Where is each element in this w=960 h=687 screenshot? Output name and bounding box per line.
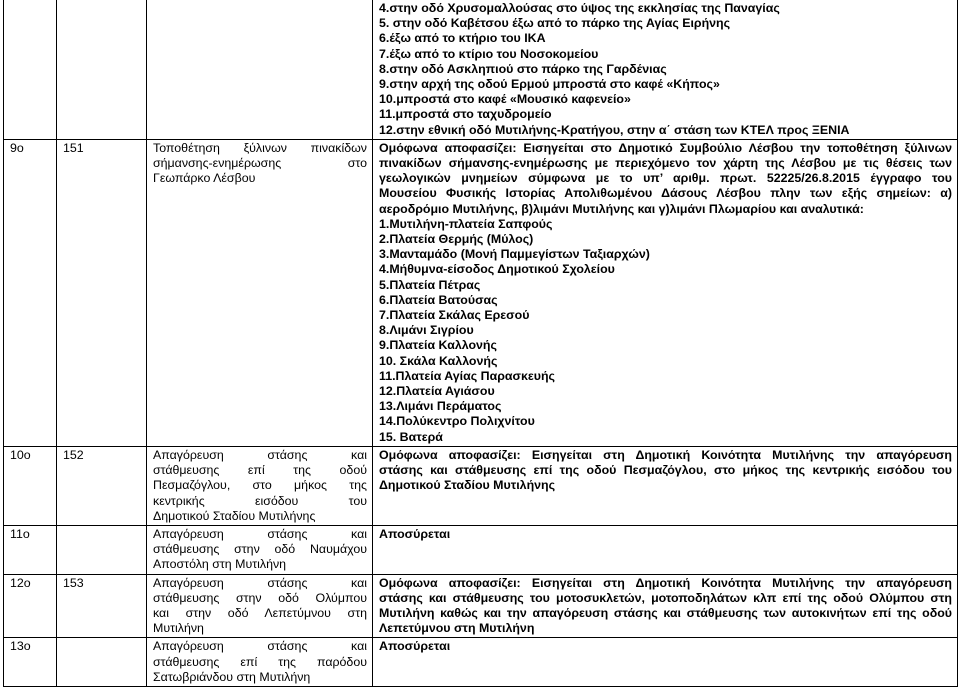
agenda-row-12 (4, 574, 958, 638)
decision-line: 7.Πλατεία Σκάλας Ερεσού (379, 308, 530, 323)
item-decision (373, 525, 958, 574)
subject-line: στάθμευσης στην οδό Ναυμάχου (153, 542, 367, 557)
continuation-number-cell (4, 0, 57, 139)
decision-line: στάσης και στάθμευσης του μοτοσυκλετών, μοτοποδηλάτων κλπ επί της οδού Ολύμπου στη (379, 590, 952, 605)
decision-line: Μουσείου Φυσικής Ιστορίας Απολιθωμένου Δάσους Λέσβου πλην των εξής σημείων: α) (379, 186, 952, 201)
subject-line: Απαγόρευση στάσης και (153, 575, 367, 590)
item-decision (373, 574, 958, 638)
decision-line: στάσης και στάθμευσης επί της οδού Πεσμαζόγλου, στο μήκος της κεντρικής εισόδου του (379, 463, 952, 478)
decision-line: Ομόφωνα αποφασίζει: Εισηγείται στη Δημοτική Κοινότητα Μυτιλήνης την απαγόρευση (379, 447, 952, 462)
subject-line: Αποστόλη στη Μυτιλήνη (153, 557, 287, 572)
decision-line: 14.Πολύκεντρο Πολιχνίτου (379, 414, 535, 429)
decision-line: αεροδρόμιο Μυτιλήνης, β)λιμάνι Μυτιλήνης και γ)λιμάνι Πλωμαρίου και αναλυτικά: (379, 201, 864, 216)
agenda-row-10 (4, 446, 958, 525)
protocol-number: 151 (57, 139, 147, 446)
decision-line: 2.Πλατεία Θερμής (Μύλος) (379, 232, 534, 247)
subject-line: στάθμευσης επί της οδού (153, 463, 367, 478)
item-subject (147, 446, 373, 525)
decision-line: 11.Πλατεία Αγίας Παρασκευής (379, 368, 555, 383)
location-line: 7.έξω από το κτίριο του Νοσοκομείου (379, 46, 599, 61)
decision-line: Μυτιλήνη καθώς και την απαγόρευση στάσης και στάθμευσης των αυτοκινήτων επί της οδού (379, 605, 952, 620)
subject-line: στάθμευσης επί της παρόδου (153, 654, 367, 669)
location-line: 6.έξω από το κτήριο του ΙΚΑ (379, 31, 546, 46)
item-subject (147, 638, 373, 687)
decision-line: 1.Μυτιλήνη-πλατεία Σαπφούς (379, 216, 553, 231)
decision-line: 10. Σκάλα Καλλονής (379, 353, 498, 368)
agenda-row-11 (4, 525, 958, 574)
item-number: 13ο (4, 638, 57, 687)
item-decision (373, 139, 958, 446)
protocol-number: 153 (57, 574, 147, 638)
subject-line: Γεωπάρκο Λέσβου (153, 171, 256, 186)
subject-line: Απαγόρευση στάσης και (153, 639, 367, 654)
decision-line: Αποσύρεται (379, 639, 451, 654)
decision-line: 3.Μανταμάδο (Μονή Παμμεγίστων Ταξιαρχών) (379, 247, 650, 262)
continuation-protocol-cell (57, 0, 147, 139)
location-line: 8.στην οδό Ασκληπιού στο πάρκο της Γαρδένιας (379, 61, 667, 76)
location-line: 4.στην οδό Χρυσομαλλούσας στο ύψος της εκκλησίας της Παναγίας (379, 1, 780, 15)
minutes-table (3, 0, 958, 687)
protocol-number (57, 638, 147, 687)
subject-line: Πεσμαζόγλου, στο μήκος της (153, 478, 367, 493)
decision-line: γεωλογικών μνημείων σύμφωνα με το υπ’ αριθμ. πρωτ. 52225/26.8.2015 έγγραφο του (379, 171, 952, 186)
subject-line: Μυτιλήνη (153, 621, 204, 636)
item-decision (373, 638, 958, 687)
item-decision (373, 446, 958, 525)
item-subject (147, 139, 373, 446)
continuation-row (4, 0, 958, 139)
subject-line: Απαγόρευση στάσης και (153, 526, 367, 541)
item-subject (147, 525, 373, 574)
subject-line: Τοποθέτηση ξύλινων πινακίδων (153, 140, 367, 155)
location-line: 11.μπροστά στο ταχυδρομείο (379, 107, 552, 122)
decision-line: 9.Πλατεία Καλλονής (379, 338, 497, 353)
continuation-locations-cell (373, 0, 958, 139)
item-number: 10ο (4, 446, 57, 525)
subject-line: και στην οδό Λεπετύμνου στη (153, 605, 367, 620)
location-line: 5. στην οδό Καβέτσου έξω από το πάρκο της Αγίας Ειρήνης (379, 16, 731, 31)
decision-line: 5.Πλατεία Πέτρας (379, 277, 481, 292)
decision-line: 4.Μήθυμνα-είσοδος Δημοτικού Σχολείου (379, 262, 615, 277)
protocol-number (57, 525, 147, 574)
subject-line: στάθμευσης στην οδό Ολύμπου (153, 590, 367, 605)
subject-line: Σατωβριάνδου στη Μυτιλήνη (153, 669, 311, 684)
item-number: 12ο (4, 574, 57, 638)
decision-line: Αποσύρεται (379, 526, 451, 541)
decision-line: 12.Πλατεία Αγιάσου (379, 384, 495, 399)
item-number: 9ο (4, 139, 57, 446)
decision-line: πινακίδων σήμανσης-ενημέρωσης με περιεχόμενο τον χάρτη της Λέσβου με τις θέσεις των (379, 156, 952, 171)
protocol-number: 152 (57, 446, 147, 525)
agenda-row-13 (4, 638, 958, 687)
subject-line: Απαγόρευση στάσης και (153, 447, 367, 462)
location-line: 12.στην εθνική οδό Μυτιλήνης-Κρατήγου, στην α΄ στάση των ΚΤΕΛ προς ΞΕΝΙΑ (379, 122, 850, 137)
decision-line: 15. Βατερά (379, 429, 443, 444)
subject-line: Δημοτικού Σταδίου Μυτιλήνης (153, 508, 316, 523)
decision-line: 6.Πλατεία Βατούσας (379, 292, 498, 307)
decision-line: Ομόφωνα αποφασίζει: Εισηγείται στη Δημοτική Κοινότητα Μυτιλήνης την απαγόρευση (379, 575, 952, 590)
location-line: 10.μπροστά στο καφέ «Μουσικό καφενείο» (379, 92, 631, 107)
continuation-subject-cell (147, 0, 373, 139)
item-number: 11ο (4, 525, 57, 574)
decision-line: 13.Λιμάνι Περάματος (379, 399, 502, 414)
location-line: 9.στην αρχή της οδού Ερμού μπροστά στο καφέ «Κήπος» (379, 77, 720, 92)
agenda-row-9 (4, 139, 958, 446)
decision-line: Ομόφωνα αποφασίζει: Εισηγείται στο Δημοτικό Συμβούλιο Λέσβου την τοποθέτηση ξύλινων (379, 140, 952, 155)
item-subject (147, 574, 373, 638)
decision-line: Δημοτικού Σταδίου Μυτιλήνης (379, 478, 556, 493)
subject-line: κεντρικής εισόδου του (153, 493, 367, 508)
decision-line: Λεπετύμνου στη Μυτιλήνη (379, 621, 535, 636)
decision-line: 8.Λιμάνι Σιγρίου (379, 323, 474, 338)
subject-line: σήμανσης-ενημέρωσης στο (153, 156, 367, 171)
